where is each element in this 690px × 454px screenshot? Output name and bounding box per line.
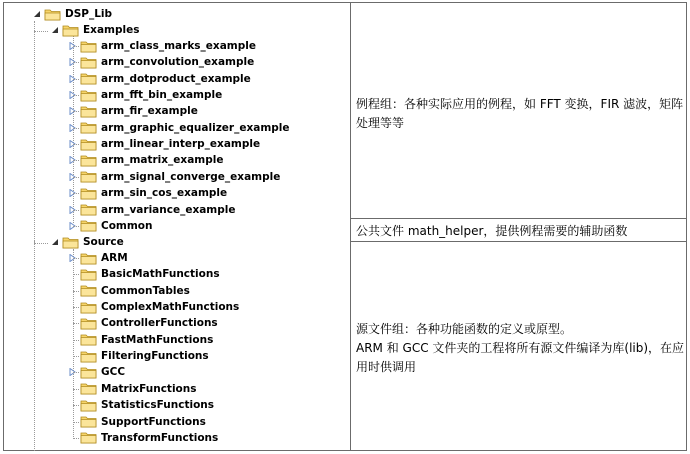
- folder-icon: [80, 154, 97, 167]
- expanded-arrow-icon[interactable]: [50, 238, 59, 247]
- tree-branch: [73, 356, 79, 357]
- source-description-line-1: 源文件组：各种功能函数的定义或原型。: [356, 322, 573, 336]
- tree-node-folder[interactable]: [68, 414, 206, 430]
- tree-node-label: arm_fir_example: [101, 105, 198, 118]
- folder-icon: [80, 317, 97, 330]
- tree-node-label: arm_class_marks_example: [101, 40, 256, 52]
- tree-branch: [73, 111, 79, 112]
- tree-branch: [73, 405, 79, 406]
- folder-icon: [80, 284, 97, 297]
- tree-branch: [73, 193, 79, 194]
- folder-icon: [80, 105, 97, 118]
- folder-icon: [80, 56, 97, 69]
- folder-icon: [80, 350, 97, 363]
- expanded-arrow-icon[interactable]: [50, 26, 59, 35]
- tree-branch: [73, 274, 79, 275]
- tree-node-folder[interactable]: [68, 397, 214, 413]
- folder-icon: [80, 399, 97, 412]
- folder-icon: [80, 219, 97, 232]
- tree-branch: [73, 46, 79, 47]
- tree-node-folder[interactable]: [68, 152, 223, 168]
- tree-node-label: Common: [101, 219, 153, 232]
- tree-branch: [73, 226, 79, 227]
- tree-branch: [73, 79, 79, 80]
- tree-node-label: arm_convolution_example: [101, 56, 255, 69]
- folder-open-icon: [62, 24, 79, 37]
- tree-branch: [73, 144, 79, 145]
- tree-node-label: arm_variance_example: [101, 203, 236, 216]
- document-frame: [3, 2, 687, 451]
- row-divider-1: [350, 218, 686, 219]
- tree-branch: [73, 340, 79, 341]
- tree-node-folder[interactable]: [68, 87, 222, 103]
- folder-icon: [80, 333, 97, 346]
- tree-node-folder[interactable]: [68, 381, 196, 397]
- tree-node-label: TransformFunctions: [101, 431, 219, 444]
- tree-node-folder[interactable]: [68, 218, 153, 234]
- source-description: [356, 320, 686, 377]
- tree-node-label: Examples: [83, 24, 140, 36]
- tree-branch-source: [34, 243, 48, 244]
- tree-node-folder[interactable]: [68, 54, 254, 70]
- tree-node-folder[interactable]: [68, 430, 218, 446]
- folder-open-icon: [44, 8, 61, 21]
- tree-node-folder[interactable]: [68, 348, 209, 364]
- folder-icon: [80, 187, 97, 200]
- folder-open-icon: [62, 236, 79, 249]
- tree-branch: [73, 307, 79, 308]
- folder-icon: [80, 268, 97, 281]
- tree-node-label: CommonTables: [101, 284, 190, 297]
- tree-node-folder[interactable]: [68, 266, 220, 282]
- source-description-line-2: ARM 和 GCC 文件夹的工程将所有源文件编译为库(lib)，在应用时供调用: [356, 341, 685, 374]
- tree-node-examples[interactable]: [50, 22, 139, 38]
- tree-node-label: arm_sin_cos_example: [101, 187, 228, 200]
- row-divider-2: [350, 241, 686, 242]
- tree-node-label: GCC: [101, 366, 126, 379]
- tree-node-label: FilteringFunctions: [101, 350, 209, 363]
- tree-branch: [73, 160, 79, 161]
- tree-node-folder[interactable]: [68, 169, 280, 185]
- tree-node-label: arm_signal_converge_example: [101, 170, 281, 183]
- folder-icon: [80, 366, 97, 379]
- folder-icon: [80, 415, 97, 428]
- tree-branch: [73, 438, 79, 439]
- tree-node-label: ARM: [101, 252, 128, 264]
- tree-branch: [73, 258, 79, 259]
- tree-node-folder[interactable]: [68, 299, 239, 315]
- tree-branch: [73, 291, 79, 292]
- tree-node-label: FastMathFunctions: [101, 333, 214, 346]
- folder-icon: [80, 301, 97, 314]
- tree-node-folder[interactable]: [68, 136, 260, 152]
- tree-node-folder[interactable]: [68, 185, 227, 201]
- folder-icon: [80, 431, 97, 444]
- examples-description: 例程组：各种实际应用的例程，如 FFT 变换，FIR 滤波，矩阵处理等等: [356, 97, 684, 130]
- folder-icon: [80, 138, 97, 151]
- tree-node-label: arm_graphic_equalizer_example: [101, 121, 290, 134]
- tree-node-label: arm_dotproduct_example: [101, 72, 251, 85]
- tree-node-label: BasicMathFunctions: [101, 268, 220, 281]
- tree-branch: [73, 323, 79, 324]
- tree-branch: [73, 389, 79, 390]
- tree-node-label: ControllerFunctions: [101, 317, 218, 330]
- folder-icon: [80, 89, 97, 102]
- tree-node-folder[interactable]: [68, 38, 256, 54]
- tree-node-folder[interactable]: [68, 103, 198, 119]
- tree-node-label: StatisticsFunctions: [101, 399, 215, 412]
- tree-node-label: SupportFunctions: [101, 415, 206, 428]
- tree-node-label: arm_matrix_example: [101, 154, 224, 167]
- folder-icon: [80, 382, 97, 395]
- folder-icon: [80, 72, 97, 85]
- common-description: 公共文件 math_helper，提供例程需要的辅助函数: [356, 224, 628, 238]
- tree-line-root-tail: [34, 241, 35, 451]
- tree-branch: [73, 62, 79, 63]
- tree-node-label: Source: [83, 236, 124, 248]
- tree-node-folder[interactable]: [68, 120, 290, 136]
- column-divider: [350, 3, 351, 450]
- tree-branch: [73, 372, 79, 373]
- tree-branch: [73, 210, 79, 211]
- folder-icon: [80, 40, 97, 53]
- tree-node-folder[interactable]: [68, 71, 251, 87]
- folder-icon: [80, 121, 97, 134]
- tree-node-label: arm_linear_interp_example: [101, 138, 261, 151]
- folder-icon: [80, 170, 97, 183]
- tree-line-root: [34, 21, 35, 241]
- tree-node-source[interactable]: [50, 234, 124, 250]
- folder-icon: [80, 203, 97, 216]
- tree-node-folder[interactable]: [68, 332, 213, 348]
- tree-node-folder[interactable]: [68, 283, 190, 299]
- tree-branch: [73, 422, 79, 423]
- tree-node-label: arm_fft_bin_example: [101, 89, 223, 102]
- tree-node-label: DSP_Lib: [65, 8, 113, 20]
- tree-node-label: ComplexMathFunctions: [101, 301, 240, 314]
- tree-branch: [73, 95, 79, 96]
- tree-node-folder[interactable]: [68, 315, 218, 331]
- tree-branch: [73, 128, 79, 129]
- expanded-arrow-icon[interactable]: [32, 10, 41, 19]
- tree-branch-examples: [34, 31, 48, 32]
- tree-branch: [73, 177, 79, 178]
- folder-tree: [4, 3, 348, 450]
- tree-node-folder[interactable]: [68, 202, 235, 218]
- tree-node-dsp-lib[interactable]: [32, 6, 112, 22]
- tree-node-label: MatrixFunctions: [101, 382, 197, 395]
- folder-icon: [80, 252, 97, 265]
